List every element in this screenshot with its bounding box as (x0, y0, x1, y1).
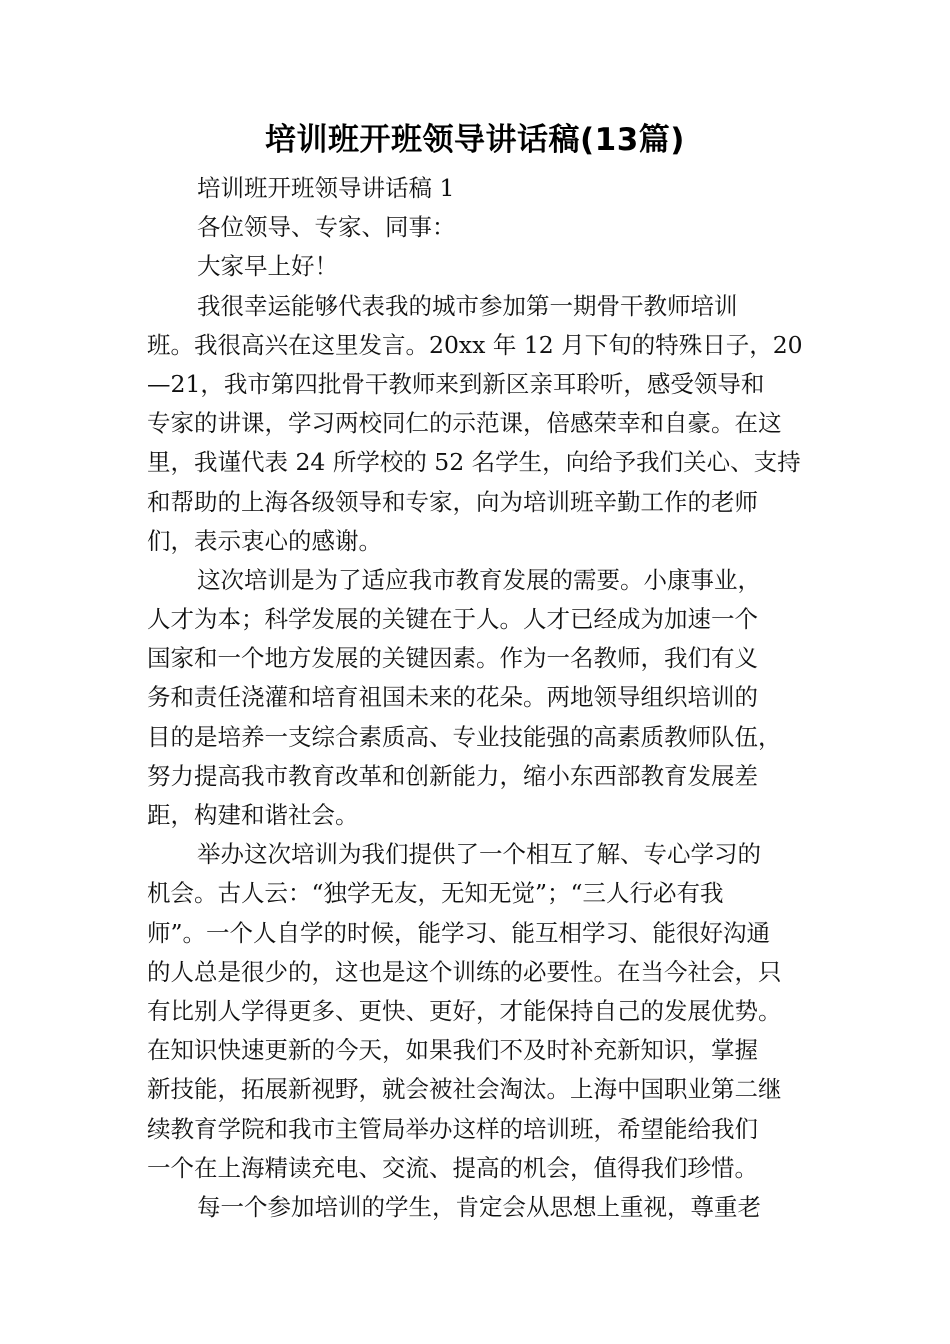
text-line: 努力提高我市教育改革和创新能力，缩小东西部教育发展差 (147, 761, 758, 790)
text-line: 每一个参加培训的学生，肯定会从思想上重视，尊重老 (197, 1192, 761, 1221)
text-line: 新技能，拓展新视野，就会被社会淘汰。上海中国职业第二继 (147, 1075, 782, 1104)
text-line: 这次培训是为了适应我市教育发展的需要。小康事业， (197, 565, 761, 594)
text-line: —21，我市第四批骨干教师来到新区亲耳聆听，感受领导和 (147, 369, 765, 398)
text-line: 我很幸运能够代表我的城市参加第一期骨干教师培训 (197, 291, 738, 320)
text-line: 续教育学院和我市主管局举办这样的培训班，希望能给我们 (147, 1114, 758, 1143)
text-line: 人才为本；科学发展的关键在于人。人才已经成为加速一个 (147, 605, 758, 634)
document-body (147, 169, 809, 1227)
text-line: 务和责任浇灌和培育祖国未来的花朵。两地领导组织培训的 (147, 683, 758, 712)
text-line: 各位领导、专家、同事： (197, 213, 456, 242)
text-line: 一个在上海精读充电、交流、提高的机会，值得我们珍惜。 (147, 1153, 758, 1182)
text-line: 的人总是很少的，这也是这个训练的必要性。在当今社会，只 (147, 957, 782, 986)
text-line: 国家和一个地方发展的关键因素。作为一名教师，我们有义 (147, 644, 758, 673)
text-line: 们，表示衷心的感谢。 (147, 526, 382, 555)
text-line: 里，我谨代表 24 所学校的 52 名学生，向给予我们关心、支持 (147, 448, 801, 477)
text-line: 目的是培养一支综合素质高、专业技能强的高素质教师队伍， (147, 722, 782, 751)
text-line: 举办这次培训为我们提供了一个相互了解、专心学习的 (197, 840, 761, 869)
text-line: 师”。一个人自学的时候，能学习、能互相学习、能很好沟通 (147, 918, 771, 947)
text-line: 培训班开班领导讲话稿 1 (197, 174, 455, 202)
text-line: 机会。古人云：“独学无友，无知无觉”；“三人行必有我 (147, 879, 724, 908)
text-line: 大家早上好！ (197, 252, 338, 281)
text-line: 距，构建和谐社会。 (147, 801, 359, 829)
document-title: 培训班开班领导讲话稿(13篇) (265, 122, 685, 158)
text-line: 班。我很高兴在这里发言。20xx 年 12 月下旬的特殊日子，20 (147, 330, 803, 359)
text-line: 有比别人学得更多、更快、更好，才能保持自己的发展优势。 (147, 996, 782, 1025)
text-line: 和帮助的上海各级领导和专家，向为培训班辛勤工作的老师 (147, 487, 758, 516)
text-line: 专家的讲课，学习两校同仁的示范课，倍感荣幸和自豪。在这 (147, 409, 782, 438)
text-line: 在知识快速更新的今天，如果我们不及时补充新知识，掌握 (147, 1036, 758, 1065)
